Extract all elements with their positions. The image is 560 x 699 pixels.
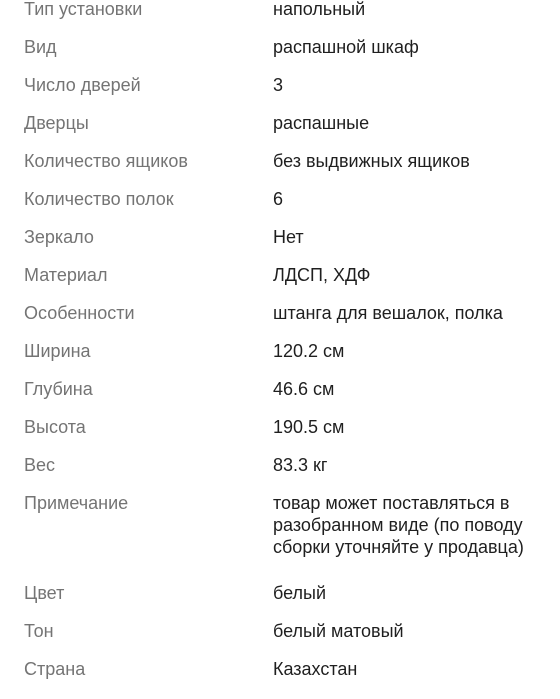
- spec-value: распашные: [273, 113, 370, 133]
- spec-row-country: [0, 650, 560, 688]
- spec-row-note: [0, 484, 560, 574]
- spec-value: распашной шкаф: [273, 37, 419, 57]
- spec-value: 83.3 кг: [273, 455, 328, 475]
- spec-value: 6: [273, 189, 284, 209]
- spec-row-depth: [0, 370, 560, 408]
- spec-row-weight: [0, 446, 560, 484]
- spec-label: Особенности: [24, 303, 135, 323]
- spec-value: 3: [273, 75, 284, 95]
- spec-row-type: [0, 28, 560, 66]
- spec-label: Дверцы: [24, 113, 89, 133]
- spec-row-shelf-count: [0, 180, 560, 218]
- spec-row-width: [0, 332, 560, 370]
- spec-label: Вес: [24, 455, 56, 475]
- spec-value: напольный: [273, 0, 366, 19]
- spec-row-material: [0, 256, 560, 294]
- spec-label: Страна: [24, 659, 86, 679]
- spec-label: Высота: [24, 417, 86, 437]
- spec-label: Материал: [24, 265, 108, 285]
- spec-value: 46.6 см: [273, 379, 335, 399]
- spec-row-drawer-count: [0, 142, 560, 180]
- spec-label: Примечание: [24, 493, 129, 513]
- spec-label: Число дверей: [24, 75, 141, 95]
- spec-value: 120.2 см: [273, 341, 345, 361]
- spec-row-mirror: [0, 218, 560, 256]
- spec-label: Глубина: [24, 379, 93, 399]
- spec-value: без выдвижных ящиков: [273, 151, 470, 171]
- spec-label: Цвет: [24, 583, 65, 603]
- spec-value: 190.5 см: [273, 417, 345, 437]
- spec-row-door-count: [0, 66, 560, 104]
- spec-value: белый матовый: [273, 621, 404, 641]
- spec-label: Тип установки: [24, 0, 143, 19]
- spec-label: Тон: [24, 621, 54, 641]
- spec-row-features: [0, 294, 560, 332]
- spec-row-height: [0, 408, 560, 446]
- spec-value: товар может поставляться в разобранном виде (по поводу сборки уточняйте у продавца): [273, 493, 524, 557]
- spec-row-tone: [0, 612, 560, 650]
- spec-row-doors: [0, 104, 560, 142]
- spec-value: белый: [273, 583, 327, 603]
- spec-value: штанга для вешалок, полка: [273, 303, 503, 323]
- spec-value: Казахстан: [273, 659, 358, 679]
- spec-label: Зеркало: [24, 227, 94, 247]
- spec-label: Количество полок: [24, 189, 174, 209]
- spec-label: Вид: [24, 37, 57, 57]
- spec-value: ЛДСП, ХДФ: [273, 265, 371, 285]
- spec-value: Нет: [273, 227, 304, 247]
- spec-label: Количество ящиков: [24, 151, 188, 171]
- spec-label: Ширина: [24, 341, 91, 361]
- spec-row-color: [0, 574, 560, 612]
- spec-row-installation-type: [0, 0, 560, 28]
